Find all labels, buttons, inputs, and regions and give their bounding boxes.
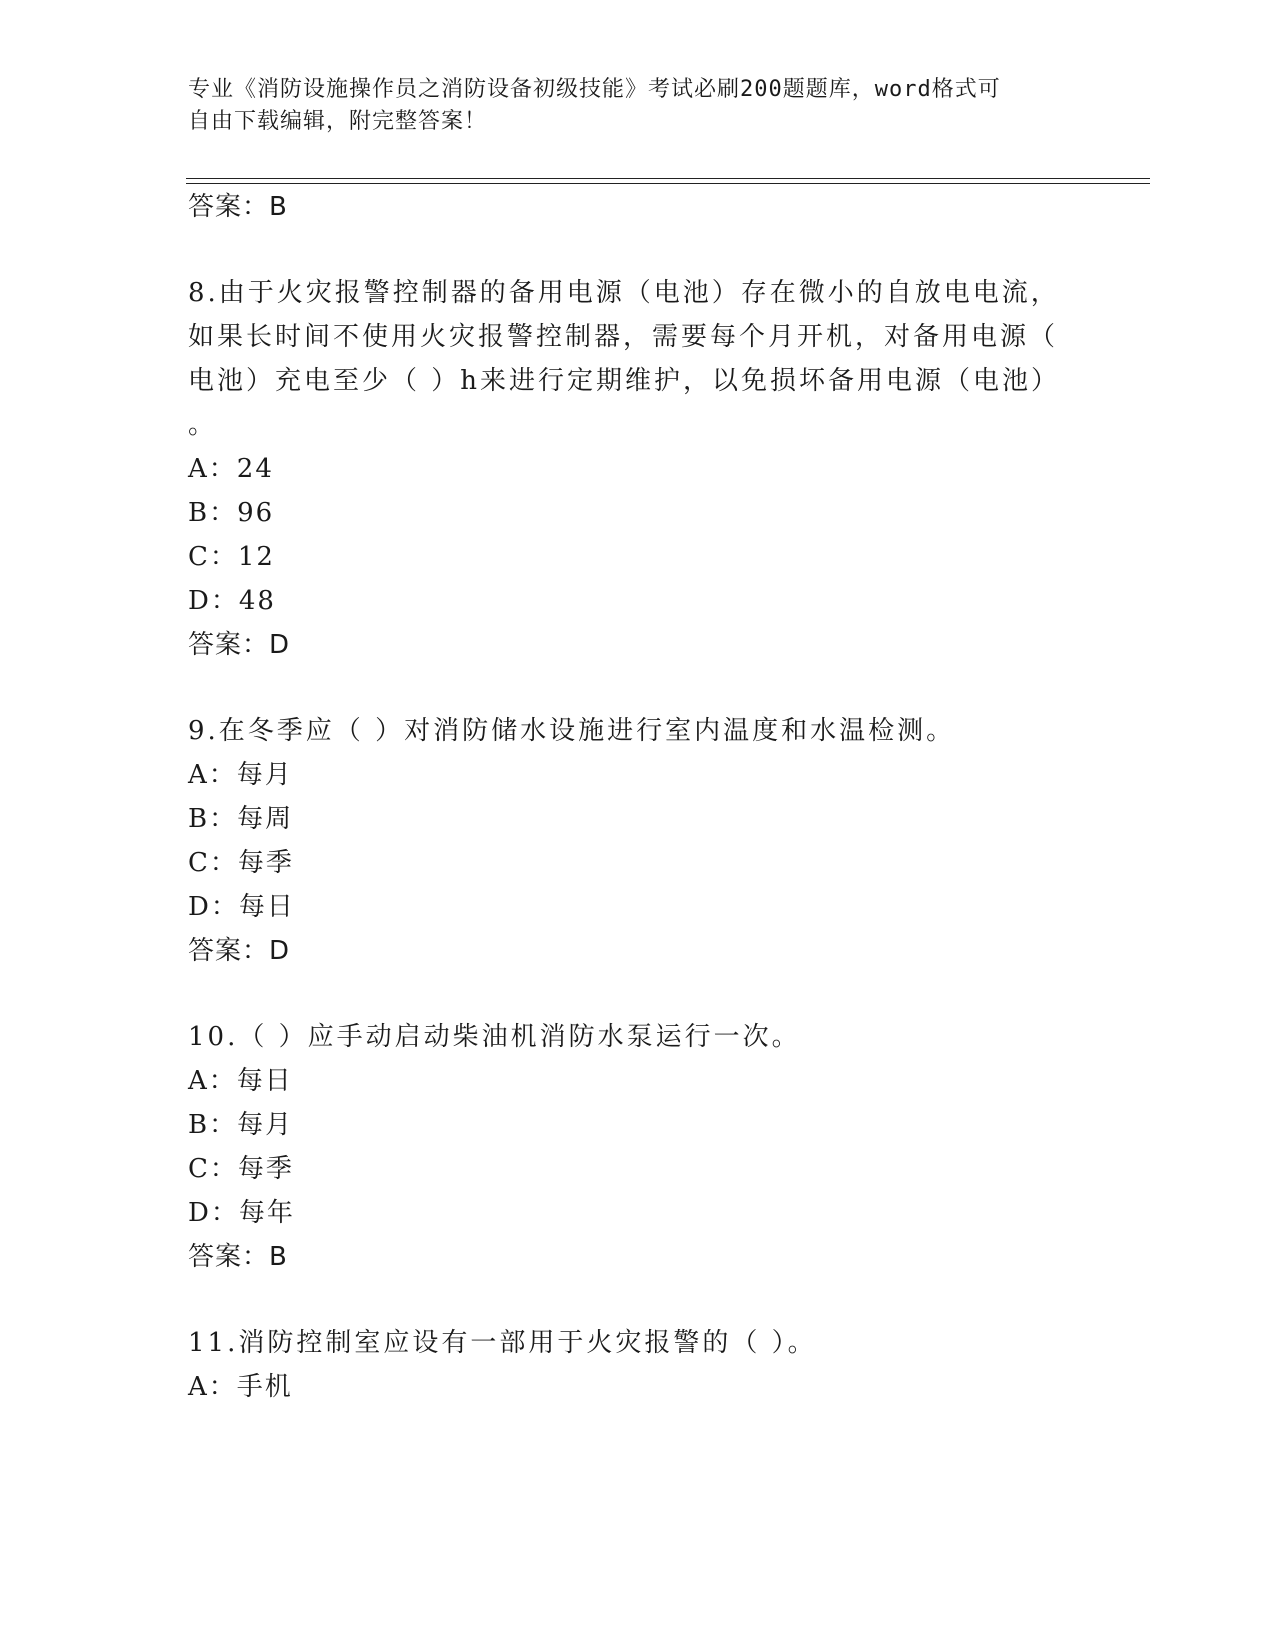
question-10-option-c: C：每季 [188,1154,294,1184]
question-9-text: 9.在冬季应（ ）对消防储水设施进行室内温度和水温检测。 [188,716,956,746]
question-10-option-b: B：每月 [188,1110,294,1140]
question-9-option-c: C：每季 [188,848,294,878]
question-10-option-d: D：每年 [188,1198,295,1228]
question-8-text-line-2: 如果长时间不使用火灾报警控制器，需要每个月开机，对备用电源（ [188,322,1059,352]
answer-line: 答案：B [188,192,288,222]
document-header [188,74,1068,138]
question-8-option-b: B：96 [188,498,275,528]
question-8-text-line-4: 。 [188,410,218,440]
question-9-option-a: A：每月 [188,760,293,790]
question-8-option-d: D：48 [188,586,276,616]
question-9-option-b: B：每周 [188,804,294,834]
header-divider-bottom [186,183,1150,184]
question-8-answer: 答案：D [188,630,291,660]
header-line-2: 自由下载编辑，附完整答案！ [188,109,488,134]
question-10-option-a: A：每日 [188,1066,293,1096]
header-line-1: 专业《消防设施操作员之消防设备初级技能》考试必刷200题题库，word格式可 [188,77,1001,102]
question-8-text-line-3: 电池）充电至少（ ）h来进行定期维护，以免损坏备用电源（电池） [188,366,1061,396]
question-9-option-d: D：每日 [188,892,295,922]
header-divider-top [186,178,1150,179]
question-11-option-a: A：手机 [188,1372,293,1402]
question-8-text-line-1: 8.由于火灾报警控制器的备用电源（电池）存在微小的自放电电流， [188,278,1060,308]
question-11-text: 11.消防控制室应设有一部用于火灾报警的（ ）。 [188,1328,817,1358]
question-8-option-c: C：12 [188,542,275,572]
question-8-option-a: A：24 [188,454,274,484]
question-10-answer: 答案：B [188,1242,288,1272]
question-9-answer: 答案：D [188,936,291,966]
question-10-text: 10.（ ）应手动启动柴油机消防水泵运行一次。 [188,1022,801,1052]
